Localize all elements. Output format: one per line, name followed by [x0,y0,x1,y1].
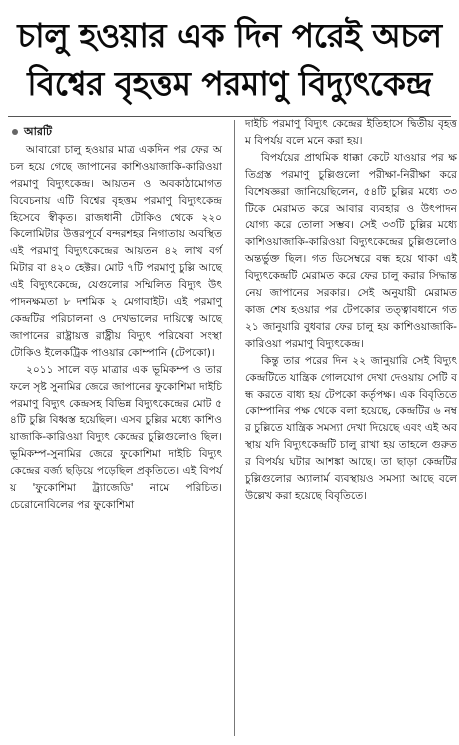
bullet-icon [12,129,18,135]
headline-line-1: চালু হওয়ার এক দিন পরেই অচল [17,16,442,55]
column-divider [234,120,235,736]
paragraph: ২০১১ সালে বড় মাত্রার এক ভূমিকম্প ও তার ফলে সৃষ্ট সুনামির জেরে জাপানের ফুকোশিমা দাইচি পরমাণু বিদ্যুৎ কেন্দ্রসহ বিভিন্ন বিদ্যুৎকেন্দ্রের মোট ৫৪টি চুল্লি বিধ্বস্ত হয়েছিল। এসব চুল্লির মধ্যে কাশিওয়াজাকি-কারিওয়া বিদ্যুৎ কেন্দ্রের চুল্লিগুলোও ছিল। ভূমিকম্প-সুনামির জেরে ফুকোশিমা দাইচি বিদ্যুৎকেন্দ্রের বর্জ্য ছড়িয়ে পড়েছিল প্রকৃতিতে। এই বিপর্যয় 'ফুকোশিমা ট্র্যাজেডি' নামে পরিচিত। চেরোনোবিলের পর ফুকোশিমা [10,363,222,511]
article-column-right [245,116,457,505]
paragraph: দাইচি পরমাণু বিদ্যুৎ কেন্দ্রের ইতিহাসে দ্বিতীয় বৃহত্তম বিপর্যয় বলে মনে করা হয়। [245,118,457,147]
paragraph: কিন্তু তার পরের দিন ২২ জানুয়ারি সেই বিদ্যুৎকেন্দ্রটিতে যান্ত্রিক গোলযোগ দেখা দেওয়ায় সেটি বন্ধ করতে বাধ্য হয় টেপকো কর্তৃপক্ষ। এক বিবৃতিতে কোম্পানির পক্ষ থেকে বলা হয়েছে, কেন্দ্রটির ৬ নম্বর চুল্লিতে যান্ত্রিক সমস্যা দেখা দিয়েছে এবং এই অবস্থায় যদি বিদ্যুৎকেন্দ্রটি চালু রাখা হয় তাহলে গুরুতর বিপর্যয় ঘটার আশঙ্কা আছে। তা ছাড়া কেন্দ্রটির চুল্লিগুলোর অ্যালার্ম ব্যবস্থায়ও সমস্যা আছে বলে উল্লেখ করা হয়েছে বিবৃতিতে। [245,354,457,502]
headline [0,12,459,108]
headline-line-2: বিশ্বের বৃহত্তম পরমাণু বিদ্যুৎকেন্দ্র [27,64,432,103]
paragraph: বিপর্যয়ের প্রাথমিক ধাক্কা কেটে যাওয়ার পর ক্ষতিগ্রস্ত পরমাণু চুল্লিগুলো পরীক্ষা-নিরীক্ষা করে বিশেষজ্ঞরা জানিয়েছিলেন, ৫৪টি চুল্লির মধ্যে ৩৩টিকে মেরামত করে আবার ব্যবহার ও উৎপাদনযোগ্য করে তোলা সম্ভব। সেই ৩৩টি চুল্লির মধ্যে কাশিওয়াজাকি-কারিওয়া বিদ্যুৎকেন্দ্রের চুল্লিগুলোও অন্তর্ভুক্ত ছিল। গত ডিসেম্বরে বন্ধ হয়ে থাকা এই বিদ্যুৎকেন্দ্রটি মেরামত করে ফের চালু করার সিদ্ধান্ত নেয় জাপানের সরকার। সেই অনুযায়ী মেরামত কাজ শেষ হওয়ার পর টেপকোর তত্ত্বাবধানে গত ২১ জানুয়ারি বুধবার ফের চালু হয় কাশিওয়াজাকি-কারিওয়া পরমাণু বিদ্যুৎকেন্দ্র। [245,151,457,350]
paragraph: আবারো চালু হওয়ার মাত্র একদিন পর ফের অচল হয়ে গেছে জাপানের কাশিওয়াজাকি-কারিওয়া পরমাণু বিদ্যুৎকেন্দ্র। আয়তন ও অবকাঠামোগত বিবেচনায় এটি বিশ্বের বৃহত্তম পরমাণু বিদ্যুৎকেন্দ্র হিসেবে স্বীকৃত। রাজধানী টোকিও থেকে ২২০ কিলোমিটার উত্তরপূর্বে বন্দরশহর নিগাতায় অবস্থিত এই পরমাণু বিদ্যুৎকেন্দ্রের আয়তন ৪২ লাখ বর্গমিটার বা ৪২০ হেক্টর। মোট ৭টি পরমাণু চুল্লি আছে এই বিদ্যুৎকেন্দ্রে, যেগুলোর সম্মিলিত বিদ্যুৎ উৎপাদনক্ষমতা ৮ দশমিক ২ মেগাবাইট। এই পরমাণু কেন্দ্রটির পরিচালনা ও দেখভালের দায়িত্বে আছে জাপানের রাষ্ট্রায়ত্ত রাষ্ট্রীয় বিদ্যুৎ পরিষেবা সংস্থা টোকিও ইলেকট্রিক পাওয়ার কোম্পানি (টেপকো)। [10,143,222,359]
byline [10,124,222,141]
byline-source: আরটি [24,125,53,138]
article-column-left [10,124,222,514]
